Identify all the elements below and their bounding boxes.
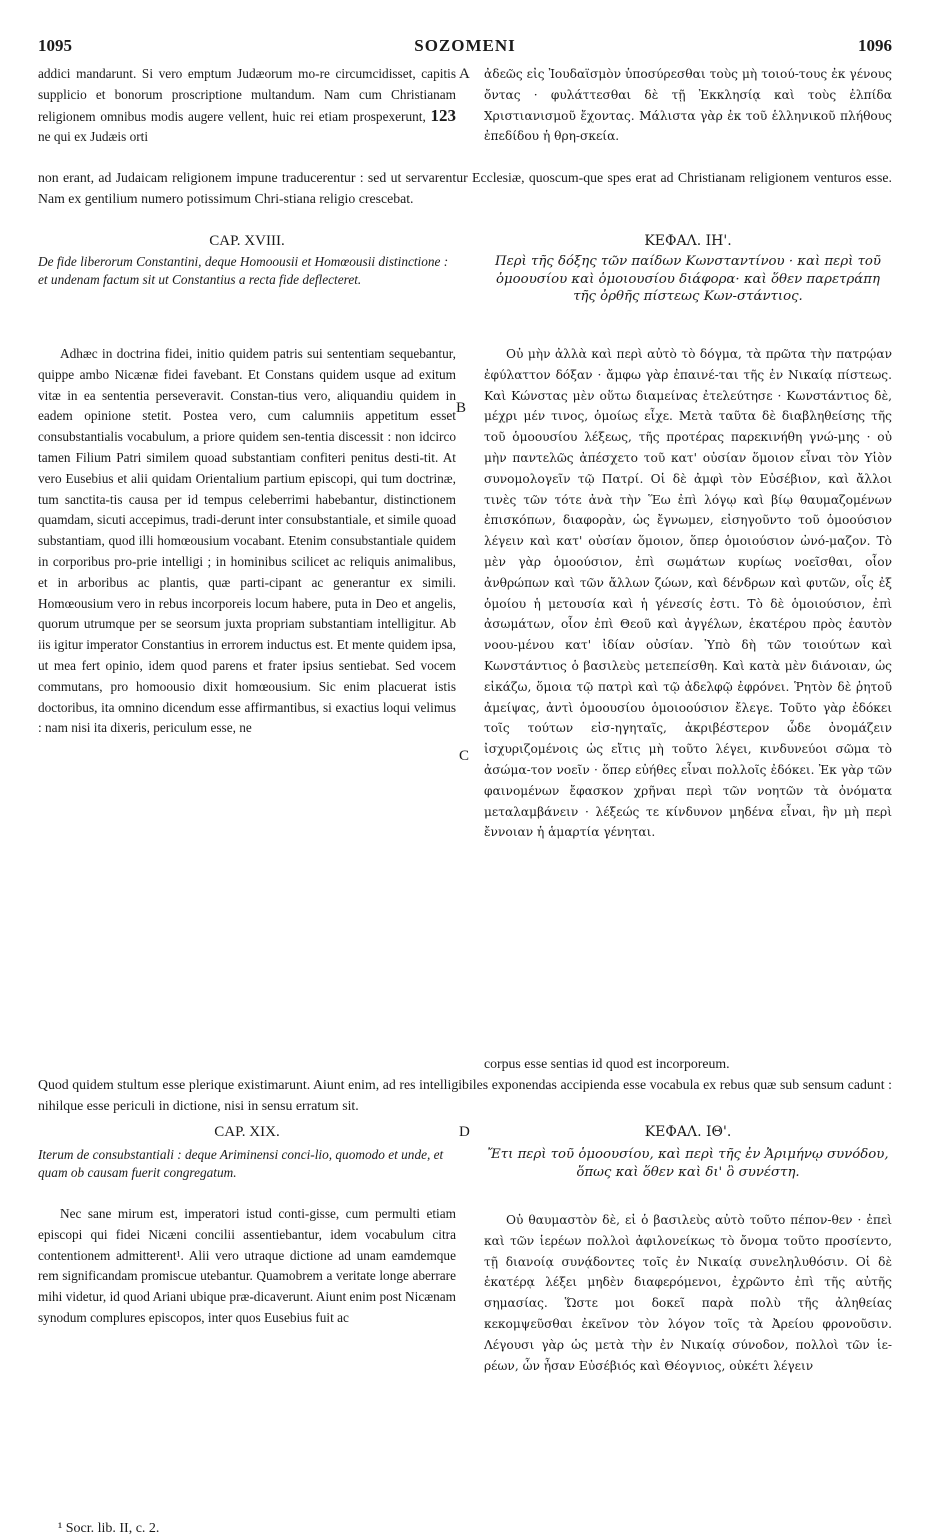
chapter-18-latin-full-width: Quod quidem stultum esse plerique existimarunt. Aiunt enim, ad res intelligibiles exponendas accipienda esse vocabula ex rebus quæ sub sensum cadunt : nihilque esse periculi in dictione, nisi in sensu erratum sit. [38, 1077, 892, 1113]
margin-letter-d: D [459, 1124, 470, 1140]
chapter-18-greek-title: ΚΕΦΑΛ. ΙΗ'. [644, 233, 732, 249]
chapter-18-latin-text [38, 344, 456, 739]
footnote: ¹ Socr. lib. II, c. 2. [58, 1521, 160, 1536]
chapter-19-latin-text [38, 1204, 456, 1329]
latin-text: addici mandarunt. Si vero emptum Judæorum mo-re circumcidisset, capitis supplicio et bonorum proscriptione multandum. Nam cum Christianam religionem omnibus modis augere vellent, huic rei etiam prospexerunt, [38, 66, 456, 124]
margin-letter-a: A [459, 66, 470, 82]
latin-text-end: ne qui ex Judæis orti [38, 129, 149, 145]
chapter-19-greek-summary: Ἔτι περὶ τοῦ ὁμοουσίου, καὶ περὶ τῆς ἐν Ἀριμήνῳ συνόδου, ὅπως καὶ ὅθεν καὶ δι' ὃ συνέστη. [487, 1147, 889, 1180]
greek-column-top: ἀδεῶς εἰς Ἰουδαϊσμὸν ὑποσύρεσθαι τοὺς μὴ τοιού-τους ἐκ γένους ὄντας · φυλάττεσθαι δὲ τῇ Ἐκκλησίᾳ καὶ τοὺς ἐλπίδα Χριστιανισμοῦ ἔχοντας. Μάλιστα γὰρ ἐκ τοῦ ἑλληνικοῦ πλήθους ἐπεδίδου ἡ θρη-σκεία. [484, 67, 892, 144]
running-title: SOZOMENI [414, 36, 516, 55]
chapter-19-greek-text [484, 1210, 892, 1376]
chapter-18-latin-title: CAP. XVIII. [209, 233, 285, 249]
chapter-19-latin-summary: Iterum de consubstantiali : deque Ariminensi conci-lio, quomodo et unde, et quam ob causam fuerit congregatum. [38, 1147, 444, 1180]
running-header [38, 36, 892, 64]
chapter-18-greek-text [484, 344, 892, 843]
latin-full-width-text: non erant, ad Judaicam religionem impune traducerentur : sed ut servarentur Ecclesiæ, quoscum-que spes erat ad Christianam religionem venturos esse. Nam ex gentilium numero potissimum Chri-stiana religio crescebat. [38, 170, 892, 206]
section-number: 123 [430, 105, 456, 125]
page-number-right: 1096 [858, 36, 892, 55]
chapter-19-greek-title: ΚΕΦΑΛ. ΙΘ'. [644, 1124, 732, 1140]
chapter-19-latin-title: CAP. XIX. [214, 1124, 280, 1140]
latin-paragraph: Nec sane mirum est, imperatori istud conti-gisse, cum permulti etiam episcopi qui fidei Nicæni concilii assentiebantur, idem vocabulum citra contentionem admitterent¹. Alii vero utraque dictione ad unam eamdemque rem significandam promiscue utebantur. Quamobrem a veritate longe aberrare mihi videtur, id quod Ariani ubique præ-dicaverunt. Aiunt enim post Nicænam synodum complures episcopos, inter quos Eusebius fuit ac [38, 1206, 456, 1325]
page-number-left: 1095 [38, 36, 72, 55]
margin-letter-c: C [459, 748, 470, 764]
margin-letter-b: B [456, 400, 467, 416]
chapter-18-latin-summary: De fide liberorum Constantini, deque Homoousii et Homœousii distinctione : et undenam factum sit ut Constantius a recta fide deflecteret. [38, 254, 449, 287]
greek-paragraph: Οὐ θαυμαστὸν δὲ, εἰ ὁ βασιλεὺς αὐτὸ τοῦτο πέπον-θεν · ἐπεὶ καὶ τῶν ἱερέων πολλοὶ ἀφιλονείκως τὸ ὄνομα τοῦτο προσίεντο, τῇ διανοίᾳ συνᾴδοντες τοῖς ἐν Νικαίᾳ συνεληλυθόσιν. Οἱ δὲ ἑκατέρᾳ λέξει μηδὲν διαφερόμενοι, ἐχρῶντο ἐπὶ τῆς αὐτῆς σημασίας. Ὥστε μοι δοκεῖ παρὰ πολὺ τῆς ἀληθείας κεκομψεῦσθαι ἐκεῖνον τὸν λόγον τοῖς τὰ Ἀρείου φρονοῦσιν. Λέγουσι γὰρ ὡς μετὰ τὴν ἐν Νικαίᾳ σύνοδον, πολλοὶ τῶν ἱε-ρέων, ὧν ἦσαν Εὐσέβιός καὶ Θέογνιος, οὐκέτι λέγειν [484, 1213, 892, 1373]
latin-column-top [38, 64, 456, 148]
latin-paragraph: Adhæc in doctrina fidei, initio quidem patris sui sententiam sequebantur, quippe ambo Nicænæ fidei favebant. Et Constans quidem usque ad exitum vitæ in ea sententia perseveravit. Constan-tius vero, aliquandiu quidem in eadem opinione stetit. Postea vero, cum calumniis appetitum esset consubstantialis vocabulum, a priore quidem sen-tentia discessit : non idcirco tamen Filium Patri similem quoad substantiam confiteri penitus desti-tit. At vero Eusebius et alii quidam Orientalium partium episcopi, qui tum doctrinæ, tum sanctita-tis causa per id tempus celeberrimi habebantur, distinctionem quamdam, sicuti accepimus, tradi-derunt inter consubstantiale, et simile quoad substantiam, quod illi homœousium vocabant. Etenim consubstantiale quidem in corporibus pro-prie intelligi ; in hominibus scilicet ac reliquis animalibus, et in arboribus ac plantis, quæ parti-cipant ac generantur ex simili. Homœousium vero in rebus incorporeis locum habere, puta in Deo et angelis, quorum utrumque per se seorsum juxta propriam substantiam intelligitur. Ab iis igitur imperator Constantius in errorem inductus est. Et mente quidem ipsa, ut mea fert opinio, idem quod parens et frater ipsius sentiebat. Sed vocem commutans, pro homoousio dixit homœousium. Sic enim placuerat istis doctoribus, ita omnino dicendum esse affirmantibus, si exactius loqui velimus : nam nisi ita dixeris, periculum esse, ne [38, 346, 456, 736]
chapter-18-greek-summary: Περὶ τῆς δόξης τῶν παίδων Κωνσταντίνου · καὶ περὶ τοῦ ὁμοουσίου καὶ ὁμοιουσίου διάφορα· καὶ ὅθεν παρετράπη τῆς ὀρθῆς πίστεως Κων-στάντιος. [494, 254, 882, 304]
latin-continuation: corpus esse sentias id quod est incorporeum. [484, 1056, 730, 1071]
greek-paragraph: Οὐ μὴν ἀλλὰ καὶ περὶ αὐτὸ τὸ δόγμα, τὰ πρῶτα τὴν πατρῴαν ἐφύλαττον δόξαν · ἄμφω γὰρ ἐπαινέ-ται τῆς ἐν Νικαίᾳ πίστεως. Καὶ Κώνστας μὲν οὕτω διαμείνας ἐτελεύτησε · Κωνστάντιος δὲ, μέχρι μέν τινος, ὁμοίως εἶχε. Μετὰ ταῦτα δὲ διαβληθείσης τῆς τοῦ ὁμοουσίου λέξεως, τῆς προτέρας παρεκινήθη γνώ-μης · οὐ μὴν παντελῶς ἀπέσχετο τοῦ κατ' οὐσίαν ὅμοιον εἶναι τὸν Υἱὸν συνομολογεῖν τῷ Πατρί. Οἱ δὲ ἀμφὶ τὸν Εὐσέβιον, καὶ ἄλλοι τινὲς τῶν τότε ἀνὰ τὴν Ἕω ἐπὶ λόγῳ καὶ βίῳ θαυμαζομένων ἐπισκόπων, διαφορὰν, ὡς ἔγνωμεν, εἰσηγοῦντο τοῦ ὁμοούσιον λέγειν καὶ κατ' οὐσίαν ὅμοιον, ὅπερ ὁμοιούσιον ὠνό-μαζον. Τὸ μὲν γὰρ ὁμοούσιον, ἐπὶ σωμάτων κυρίως νοεῖσθαι, οἷον ἀνθρώπων καὶ τῶν ἄλλων ζώων, καὶ δένδρων καὶ φυτῶν, οἷς ἐξ ὁμοίου ἡ μετουσία καὶ ἡ γένεσίς ἐστι. Τὸ δὲ ὁμοιούσιον, ἐπὶ ἀσωμάτων, οἷον ἐπὶ Θεοῦ καὶ ἀγγέλων, ἑκατέρου πρὸς ἑαυτὸν νοου-μένου κατ' ἰδίαν οὐσίαν. Ὑπὸ δὴ τῶν τοιούτων καὶ Κωνστάντιος ὁ βασιλεὺς μετεπείσθη. Καὶ κατὰ μὲν διάνοιαν, ὡς εἰκάζω, ὅμοια τῷ πατρὶ καὶ τῷ ἀδελφῷ ἐφρόνει. Ῥητὸν δὲ ῥητοῦ ἀμείψας, ἀντὶ ὁμοουσίου ὁμοιοούσιον ἔλεγε. Τοῦτο γὰρ ἐδόκει τοῖς τούτων εἰσ-ηγηταῖς, ἀκριβέστερον ὧδε ὀνομάζειν ἰσχυριζομένοις ὡς εἴτις μὴ τοῦτο λέγει, κινδυνεύοι σῶμα τὸ ἀσώμα-τον νοεῖν · ὅπερ εὐήθες εἶναι πολλοῖς ἐδόκει. Ἐκ γὰρ τῶν φαινομένων ἔφασκον χρῆναι περὶ τῶν νοητῶν τὰ ὀνόματα μεταλαμβάνειν · λέξεώς τε κίνδυνον μηδένα εἶναι, ἣν μὴ περὶ ἔννοιαν ἡ ἁμαρτία γένηται. [484, 347, 892, 840]
